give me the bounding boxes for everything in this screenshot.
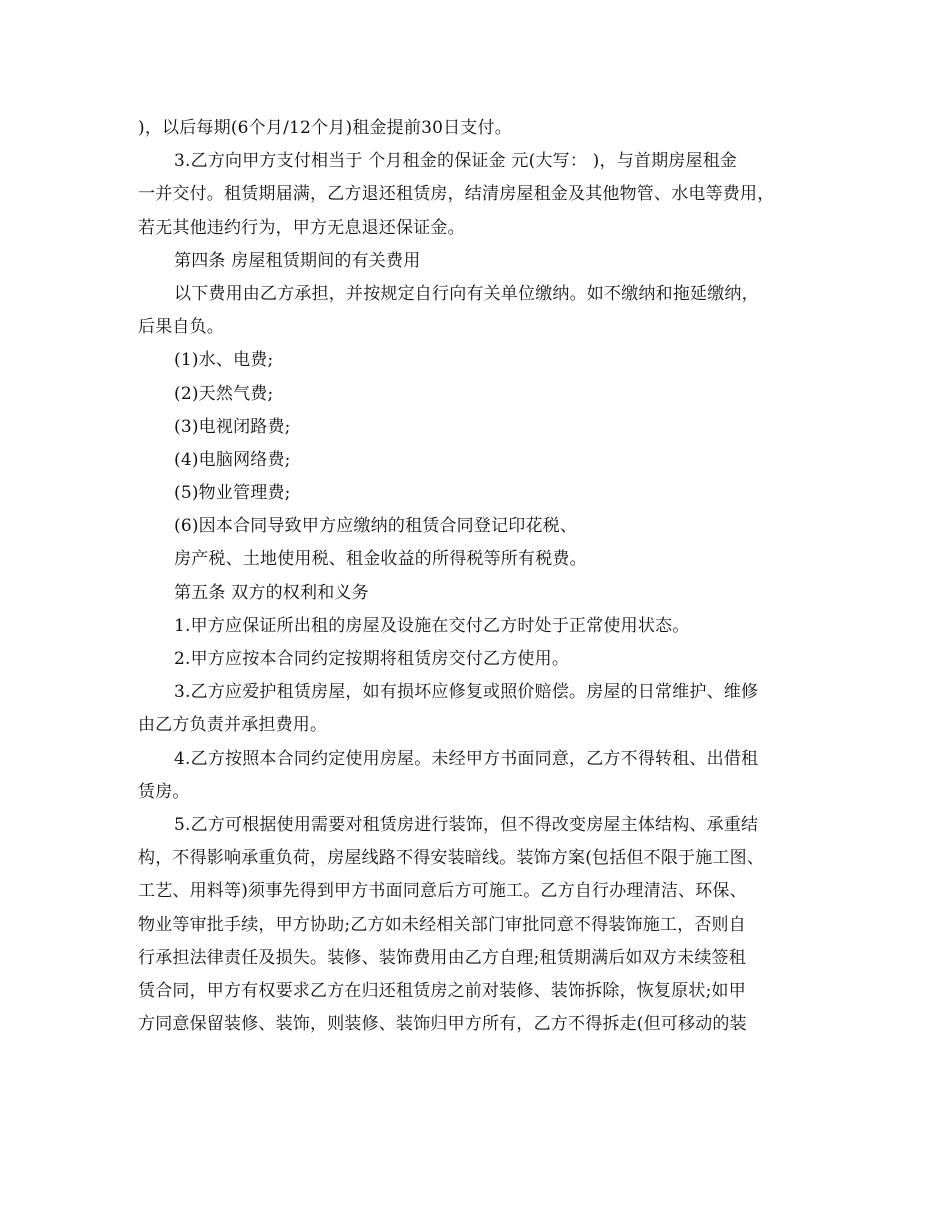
text-line: 赁合同，甲方有权要求乙方在归还租赁房之前对装修、装饰拆除，恢复原状;如甲: [138, 980, 746, 1001]
text-line: 3.乙方应爱护租赁房屋，如有损坏应修复或照价赔偿。房屋的日常维护、维修: [174, 682, 759, 703]
text-line: 工艺、用料等)须事先得到甲方书面同意后方可施工。乙方自行办理清洁、环保、: [138, 881, 747, 902]
text-line: 若无其他违约行为，甲方无息退还保证金。: [138, 217, 465, 238]
text-line: 房产税、土地使用税、租金收益的所得税等所有税费。: [174, 549, 587, 570]
text-line: 2.甲方应按本合同约定按期将租赁房交付乙方使用。: [174, 649, 570, 669]
text-line: (4)电脑网络费;: [174, 449, 291, 470]
text-line: (3)电视闭路费;: [174, 416, 291, 437]
text-line: 第五条 双方的权利和义务: [174, 582, 369, 603]
text-line: (1)水、电费;: [174, 350, 274, 371]
text-line: 5.乙方可根据使用需要对租赁房进行装饰，但不得改变房屋主体结构、承重结: [174, 814, 759, 835]
text-line: 赁房。: [138, 781, 190, 802]
text-line: (2)天然气费;: [174, 383, 274, 404]
text-line: 物业等审批手续，甲方协助;乙方如未经相关部门审批同意不得装饰施工，否则自: [138, 914, 746, 935]
text-line: 构，不得影响承重负荷，房屋线路不得安装暗线。装饰方案(包括但不限于施工图、: [138, 848, 765, 869]
text-line: 1.甲方应保证所出租的房屋及设施在交付乙方时处于正常使用状态。: [174, 615, 690, 636]
text-line: (6)因本合同导致甲方应缴纳的租赁合同登记印花税、: [174, 516, 578, 537]
text-line: 后果自负。: [138, 317, 224, 338]
text-line: 方同意保留装修、装饰，则装修、装饰归甲方所有，乙方不得拆走(但可移动的装: [138, 1014, 747, 1035]
text-line: (5)物业管理费;: [174, 483, 291, 504]
text-line: 以下费用由乙方承担，并按规定自行向有关单位缴纳。如不缴纳和拖延缴纳，: [174, 283, 759, 304]
document-body: [138, 112, 818, 1041]
text-line: 第四条 房屋租赁期间的有关费用: [174, 250, 421, 271]
text-line: )，以后每期(6个月/12个月)租金提前30日支付。: [138, 118, 512, 138]
text-line: 行承担法律责任及损失。装修、装饰费用由乙方自理;租赁期满后如双方未续签租: [138, 947, 746, 968]
text-line: 4.乙方按照本合同约定使用房屋。未经甲方书面同意，乙方不得转租、出借租: [174, 748, 759, 769]
text-line: 由乙方负责并承担费用。: [138, 715, 328, 736]
text-line: 一并交付。租赁期届满，乙方退还租赁房，结清房屋租金及其他物管、水电等费用，: [138, 184, 775, 205]
text-line: 3.乙方向甲方支付相当于 个月租金的保证金 元(大写： )，与首期房屋租金: [174, 151, 738, 172]
